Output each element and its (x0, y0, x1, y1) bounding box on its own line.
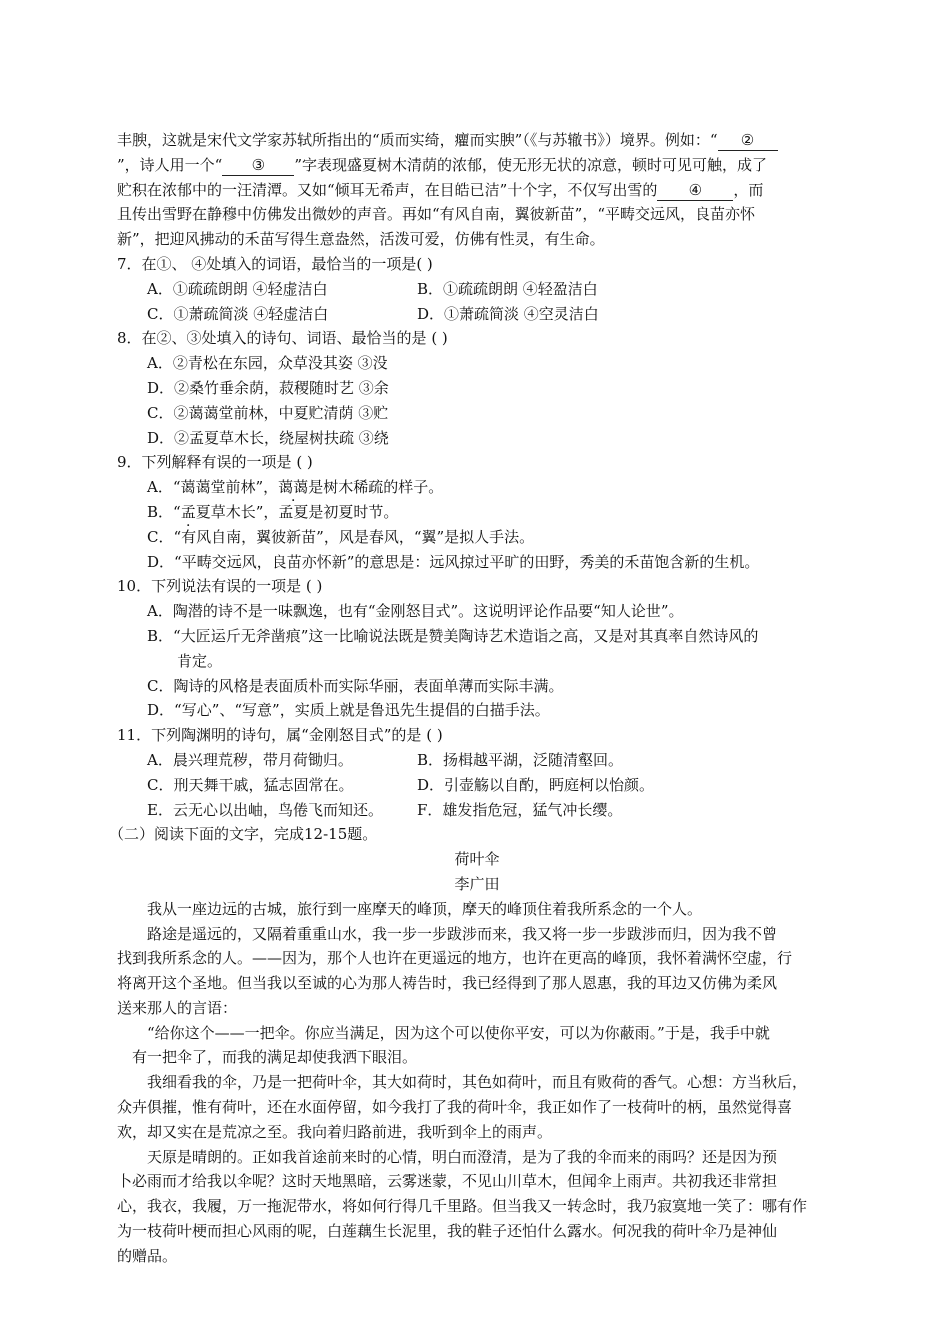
essay-line: 将离开这个圣地。但当我以至诚的心为那人祷告时，我已经得到了那人恩惠，我的耳边又仿佛为柔风 (117, 974, 778, 993)
essay-paragraph: 路途是遥远的，又隔着重重山水，我一步一步跋涉而来，我又将一步一步跋涉而归，因为我不曾 (147, 924, 778, 943)
option-7a[interactable]: A．①疏疏朗朗 ④轻虚洁白 (147, 279, 328, 298)
essay-line: 送来那人的言语： (117, 998, 238, 1017)
question-7-stem: 7．在①、 ④处填入的词语，最恰当的一项是( ) (117, 254, 433, 273)
essay-line: 为一枝荷叶梗而担心风雨的呢，白莲藕生长泥里，我的鞋子还怕什么露水。何况我的荷叶伞乃是神仙 (117, 1222, 778, 1241)
essay-line: 众卉俱摧，惟有荷叶，还在水面停留，如今我打了我的荷叶伞，我正如作了一枝荷叶的柄，虽然觉得喜 (117, 1098, 793, 1117)
essay-paragraph: 我从一座边远的古城，旅行到一座摩天的峰顶，摩天的峰顶住着我所系念的一个人。 (147, 899, 703, 918)
essay-line: 的赠品。 (117, 1246, 178, 1265)
essay-title: 荷叶伞 (454, 850, 500, 869)
option-text: 夏草木长”，孟夏是初夏时节。 (195, 502, 399, 521)
option-10b[interactable]: B．“大匠运斤无斧凿痕”这一比喻说法既是赞美陶诗艺术造诣之高，又是对其真率自然诗风的 (147, 626, 759, 645)
option-8d[interactable]: D．②孟夏草木长，绕屋树扶疏 ③绕 (147, 428, 389, 447)
intro-line-5: 新”，把迎风拂动的禾苗写得生意盎然，活泼可爱，仿佛有性灵，有生命。 (117, 230, 605, 249)
question-10-stem: 10．下列说法有误的一项是 ( ) (117, 577, 323, 596)
option-9c[interactable]: C．“有风自南，翼彼新苗”，风是春风，“翼”是拟人手法。 (147, 527, 535, 546)
essay-line: 卜必雨而才给我以伞呢？这时天地黑暗，云雾迷蒙，不见山川草木，但闻伞上雨声。共初我还非常担 (117, 1172, 778, 1191)
option-10b-continued: 肯定。 (177, 651, 223, 670)
option-8a[interactable]: A．②青松在东园，众草没其姿 ③没 (147, 354, 388, 373)
intro-line-4: 且传出雪野在静穆中仿佛发出微妙的声音。再如“有风自南，翼彼新苗”，“平畴交远风，良苗亦怀 (117, 205, 756, 224)
option-9a[interactable] (117, 475, 837, 500)
option-10c[interactable]: C．陶诗的风格是表面质朴而实际华丽，表面单薄而实际丰满。 (147, 676, 564, 695)
option-7d[interactable]: D．①萧疏简淡 ④空灵洁白 (417, 304, 599, 323)
essay-line: 有一把伞了，而我的满足却使我洒下眼泪。 (132, 1048, 418, 1067)
essay-paragraph: “给你这个——一把伞。你应当满足，因为这个可以使你平安，可以为你蔽雨。”于是，我手中就 (147, 1023, 770, 1042)
option-text: B．“ (147, 502, 181, 521)
essay-paragraph: 我细看我的伞，乃是一把荷叶伞，其大如荷时，其色如荷叶，而且有败荷的香气。心想：方当秋后， (147, 1073, 808, 1092)
question-7-options-row-2 (117, 302, 837, 327)
essay-line: 心，我衣，我履，万一拖泥带水，将如何行得几千里路。但当我又一转念时，我乃寂寞地一笑了：哪有作 (117, 1197, 808, 1216)
essay-line: 找到我所系念的人。——因为，那个人也许在更遥远的地方，也许在更高的峰顶，我怀着满怀空虚，行 (117, 949, 793, 968)
emphasis-dotted-text: 蔼蔼 (278, 478, 309, 497)
document-page (109, 128, 837, 1269)
option-text: A．“蔼蔼堂前林”， (147, 478, 279, 497)
question-8-stem: 8．在②、③处填入的诗句、词语、最恰当的是 ( ) (117, 329, 448, 348)
option-7b[interactable]: B．①疏疏朗朗 ④轻盈洁白 (417, 279, 598, 298)
option-10a[interactable]: A．陶潜的诗不是一味飘逸，也有“金刚怒目式”。这说明评论作品要“知人论世”。 (147, 602, 684, 621)
blank-3: ③ (222, 155, 294, 176)
option-text: 是树木稀疏的样子。 (308, 478, 444, 497)
essay-author: 李广田 (454, 874, 500, 893)
question-11-options-row-1 (117, 748, 837, 773)
option-10d[interactable]: D．“写心”、“写意”，实质上就是鲁迅先生提倡的白描手法。 (147, 701, 550, 720)
section-heading: （二）阅读下面的文字，完成12-15题。 (109, 825, 378, 844)
option-9d[interactable]: D．“平畴交远风，良苗亦怀新”的意思是：远风掠过平旷的田野，秀美的禾苗饱含新的生机。 (147, 552, 760, 571)
question-11-options-row-3 (117, 798, 837, 823)
intro-text: 丰腴，这就是宋代文学家苏轼所指出的“质而实绮，癯而实腴”（《与苏辙书》）境界。例如：“ (117, 131, 718, 149)
essay-paragraph: 天原是晴朗的。正如我首途前来时的心情，明白而澄清，是为了我的伞而来的雨吗？还是因为预 (147, 1147, 778, 1166)
intro-text: 贮积在浓郁中的一汪清潭。又如“倾耳无希声，在目皓已洁”十个字，不仅写出雪的 (117, 180, 658, 199)
blank-2: ② (718, 130, 778, 151)
question-11-options-row-2 (117, 773, 837, 798)
option-9b[interactable] (117, 500, 837, 525)
question-7-options-row-1 (117, 277, 837, 302)
intro-line-3 (117, 178, 837, 203)
intro-line-2 (117, 153, 837, 178)
option-7c[interactable]: C．①萧疏简淡 ④轻虚洁白 (147, 304, 329, 323)
question-9-stem: 9．下列解释有误的一项是 ( ) (117, 453, 313, 472)
blank-4: ④ (657, 180, 733, 201)
option-11d[interactable]: D．引壶觞以自酌，眄庭柯以怡颜。 (417, 775, 655, 794)
option-11f[interactable]: F．雄发指危冠，猛气冲长缨。 (417, 800, 623, 819)
intro-text: ”，诗人用一个“ (117, 155, 223, 174)
essay-line: 欢，却又实在是荒凉之至。我向着归路前进，我听到伞上的雨声。 (117, 1122, 553, 1141)
option-11c[interactable]: C．刑天舞干戚，猛志固常在。 (147, 775, 354, 794)
option-8c[interactable]: C．②蔼蔼堂前林，中夏贮清荫 ③贮 (147, 403, 389, 422)
intro-line-1 (117, 128, 837, 153)
option-11a[interactable]: A．晨兴理荒秽，带月荷锄归。 (147, 750, 353, 769)
intro-text: ，而 (733, 180, 764, 199)
intro-text: ”字表现盛夏树木清荫的浓郁，使无形无状的凉意，顿时可见可触，成了 (294, 155, 768, 174)
option-11b[interactable]: B．扬楫越平湖，泛随清壑回。 (417, 750, 624, 769)
option-8b[interactable]: D．②桑竹垂余荫，菽稷随时艺 ③余 (147, 378, 389, 397)
question-11-stem: 11．下列陶渊明的诗句，属“金刚怒目式”的是 ( ) (117, 726, 443, 745)
emphasis-dotted-text: 孟 (180, 502, 196, 521)
option-11e[interactable]: E．云无心以出岫，鸟倦飞而知还。 (147, 800, 383, 819)
